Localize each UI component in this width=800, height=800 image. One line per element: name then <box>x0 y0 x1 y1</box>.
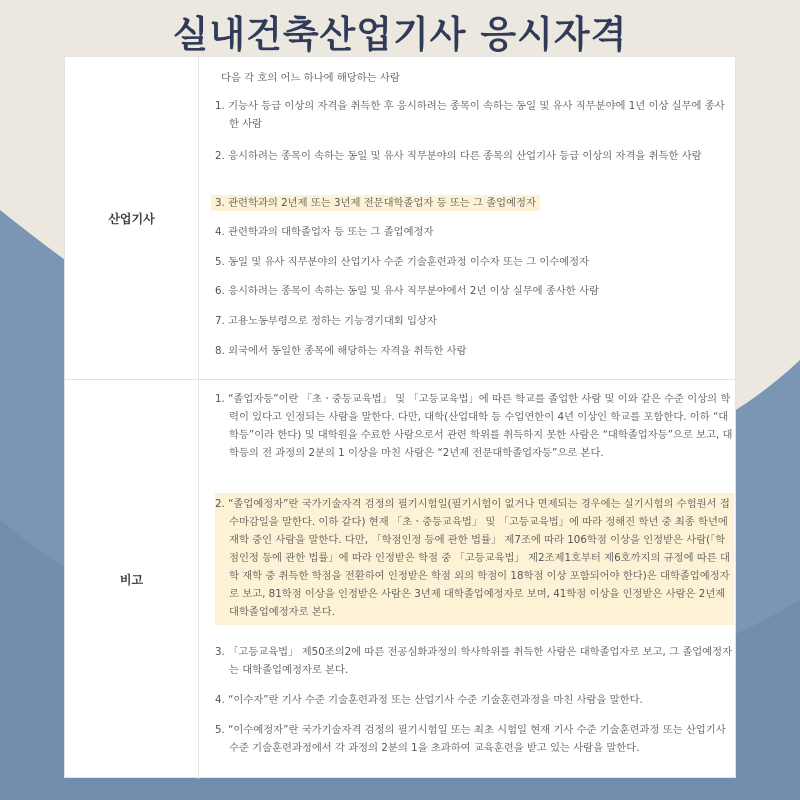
list-item-highlighted: 3. 관련학과의 2년제 또는 3년제 전문대학졸업자 등 또는 그 졸업예정자 <box>211 195 540 211</box>
note-item: 3. 「고등교육법」 제50조의2에 따른 전공심화과정의 학사학위를 취득한 사람은 대학졸업자로 보고, 그 졸업예정자는 대학졸업예정자로 본다. <box>215 646 733 676</box>
row-divider <box>65 379 735 380</box>
section-label-qualification: 산업기사 <box>65 57 199 379</box>
qualification-table <box>64 56 736 778</box>
list-item: 2. 응시하려는 종목이 속하는 동일 및 유사 직무분야의 다른 종목의 산업기사 등급 이상의 자격을 취득한 사람 <box>215 150 702 162</box>
list-item: 4. 관련학과의 대학졸업자 등 또는 그 졸업예정자 <box>215 226 434 238</box>
list-item: 5. 동일 및 유사 직무분야의 산업기사 수준 기술훈련과정 이수자 또는 그 이수예정자 <box>215 256 590 268</box>
note-item-highlighted: 2. “졸업예정자”란 국가기술자격 검정의 필기시험일(필기시험이 없거나 면제되는 경우에는 실기시험의 수험원서 접수마감일을 말한다. 이하 같다) 현재 「초ㆍ중등교육법」 및 「고등교육법」에 따라 정해진 학년 중 최종 학년에 재학 중인 사람을 말한다. 다만, 「학점인정 등에 관한 법률」 제7조에 따라 106학점 이상을 인정받은 사람(「학점인정 등에 관한 법률」에 따라 인정받은 학점 중 「고등교육법」 제2조제1호부터 제6호까지의 규정에 따른 대학 재학 중 취득한 학점을 전환하여 인정받은 학점 외의 학점이 18학점 이상 포함되어야 한다)은 대학졸업예정자로 보고, 81학점 이상을 인정받은 사람은 3년제 대학졸업예정자로 보며, 41학점 이상을 인정받은 사람은 2년제 대학졸업예정자로 본다. <box>215 493 734 625</box>
list-item: 6. 응시하려는 종목이 속하는 동일 및 유사 직무분야에서 2년 이상 실무에 종사한 사람 <box>215 285 599 297</box>
list-item: 8. 외국에서 동일한 종목에 해당하는 자격을 취득한 사람 <box>215 345 467 357</box>
list-item: 1. 기능사 등급 이상의 자격을 취득한 후 응시하려는 종목이 속하는 동일 및 유사 직무분야에 1년 이상 실무에 종사한 사람 <box>215 100 725 130</box>
intro-text: 다음 각 호의 어느 하나에 해당하는 사람 <box>221 72 400 84</box>
note-item: 1. “졸업자등”이란 「초ㆍ중등교육법」 및 「고등교육법」에 따른 학교를 졸업한 사람 및 이와 같은 수준 이상의 학력이 있다고 인정되는 사람을 말한다. 다만, 대학(산업대학 등 수업연한이 4년 이상인 학교를 포함한다. 이하 “대학등”이라 한다) 및 대학원을 수료한 사람으로서 관련 학위를 취득하지 못한 사람은 “대학졸업자등”으로 보고, 대학등의 전 과정의 2분의 1 이상을 마친 사람은 “2년제 전문대학졸업자등”으로 본다. <box>215 393 733 459</box>
note-item: 4. “이수자”란 기사 수준 기술훈련과정 또는 산업기사 수준 기술훈련과정을 마친 사람을 말한다. <box>215 694 643 706</box>
note-item: 5. “이수예정자”란 국가기술자격 검정의 필기시험일 또는 최초 시험일 현재 기사 수준 기술훈련과정 또는 산업기사 수준 기술훈련과정에서 각 과정의 2분의 1을 초과하여 교육훈련을 받고 있는 사람을 말한다. <box>215 724 726 754</box>
list-item: 7. 고용노동부령으로 정하는 기능경기대회 입상자 <box>215 315 437 327</box>
page-title: 실내건축산업기사 응시자격 <box>172 13 628 56</box>
section-label-notes: 비고 <box>65 379 199 779</box>
